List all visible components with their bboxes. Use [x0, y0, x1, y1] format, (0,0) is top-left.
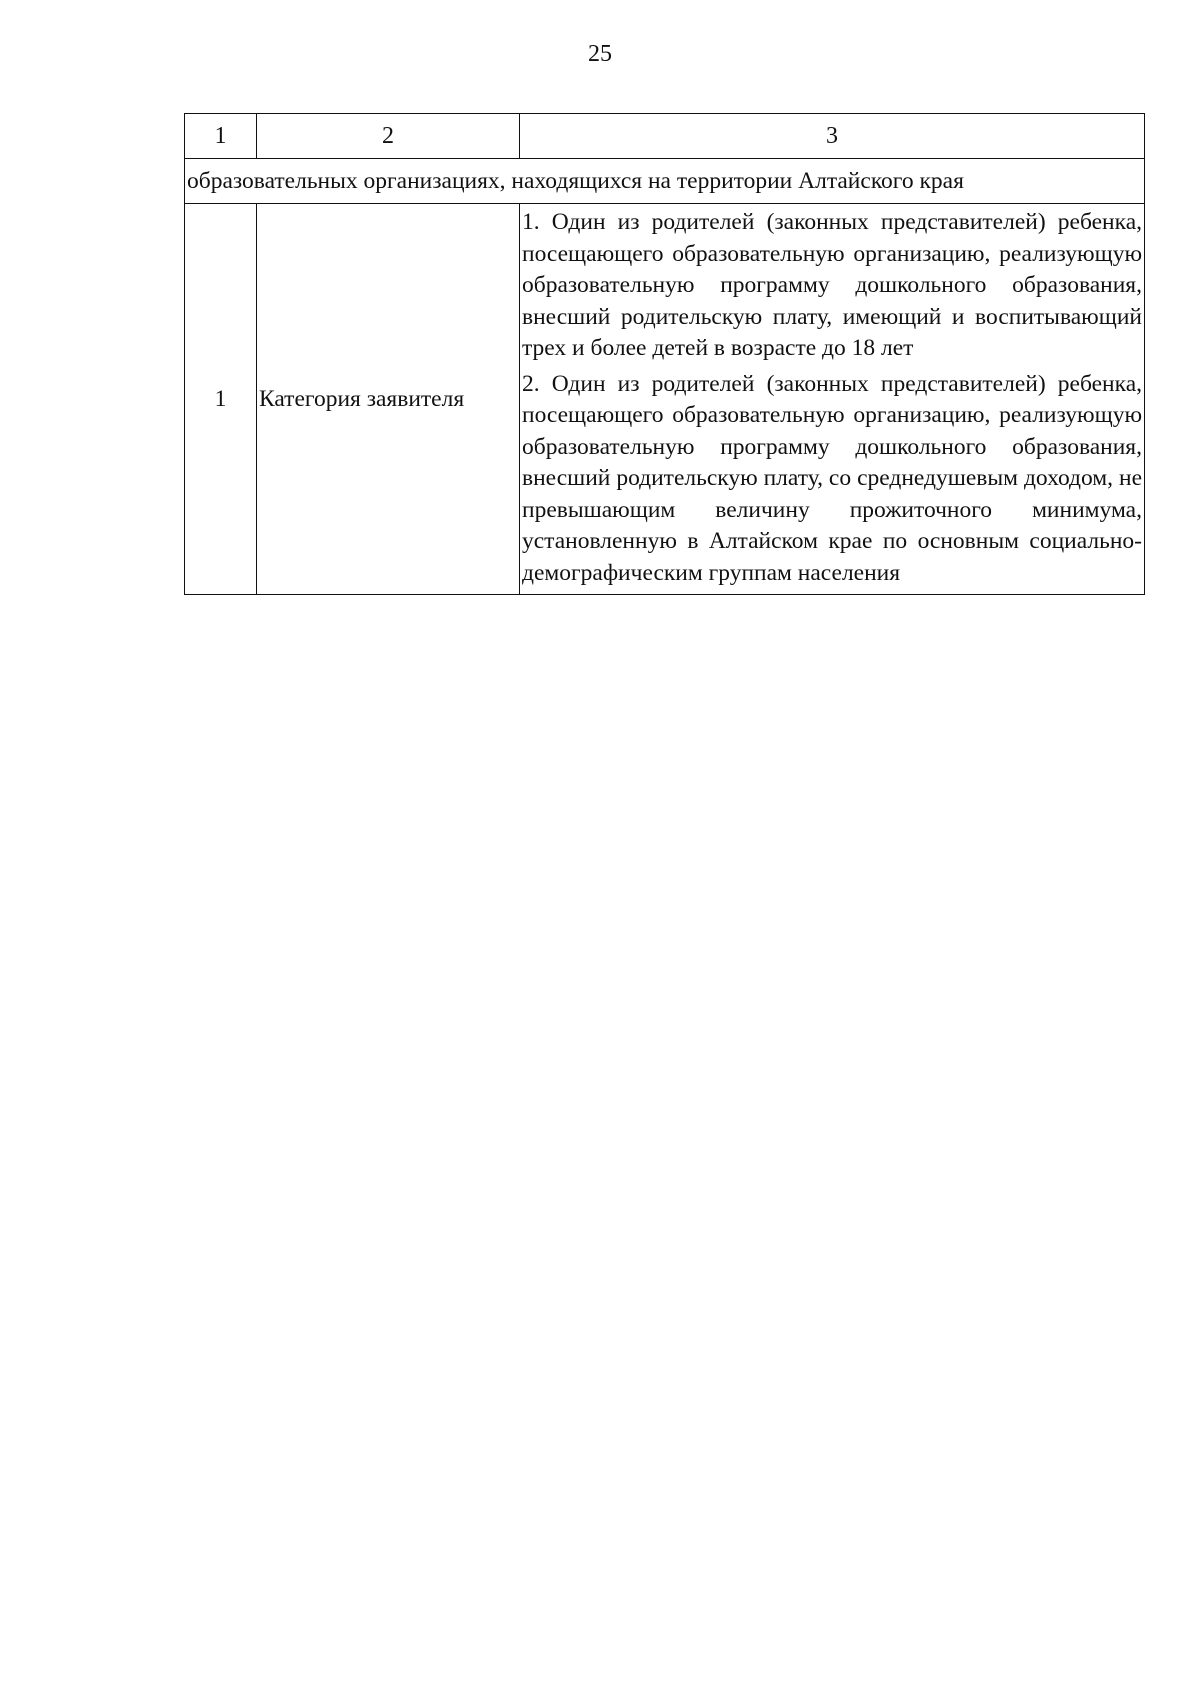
page-number: 25: [588, 41, 612, 67]
criteria-table: [184, 113, 1145, 595]
section-title-row: [185, 159, 1145, 204]
column-number-2: 2: [257, 114, 520, 159]
criterion-item-2: 2. Один из родителей (законных представителей) ребенка, посещающего образовательную организацию, реализующую образовательную программу дошкольного образования, внесший родительскую плату, со среднедушевым доходом, не превышающим величину прожиточного минимума, установленную в Алтайском крае по основным социально-демографическим группам населения: [522, 370, 1142, 586]
row-number: 1: [185, 204, 257, 595]
criterion-item-1: 1. Один из родителей (законных представителей) ребенка, посещающего образовательную организацию, реализующую образовательную программу дошкольного образования, внесший родительскую плату, имеющий и воспитывающий трех и более детей в возрасте до 18 лет: [522, 209, 1142, 361]
table-header-row: [185, 114, 1145, 159]
table-row: [185, 204, 1145, 595]
row-content: [520, 204, 1145, 595]
column-number-1: 1: [185, 114, 257, 159]
row-label: Категория заявителя: [257, 204, 520, 595]
section-title: образовательных организациях, находящихся на территории Алтайского края: [185, 159, 1145, 204]
column-number-3: 3: [520, 114, 1145, 159]
